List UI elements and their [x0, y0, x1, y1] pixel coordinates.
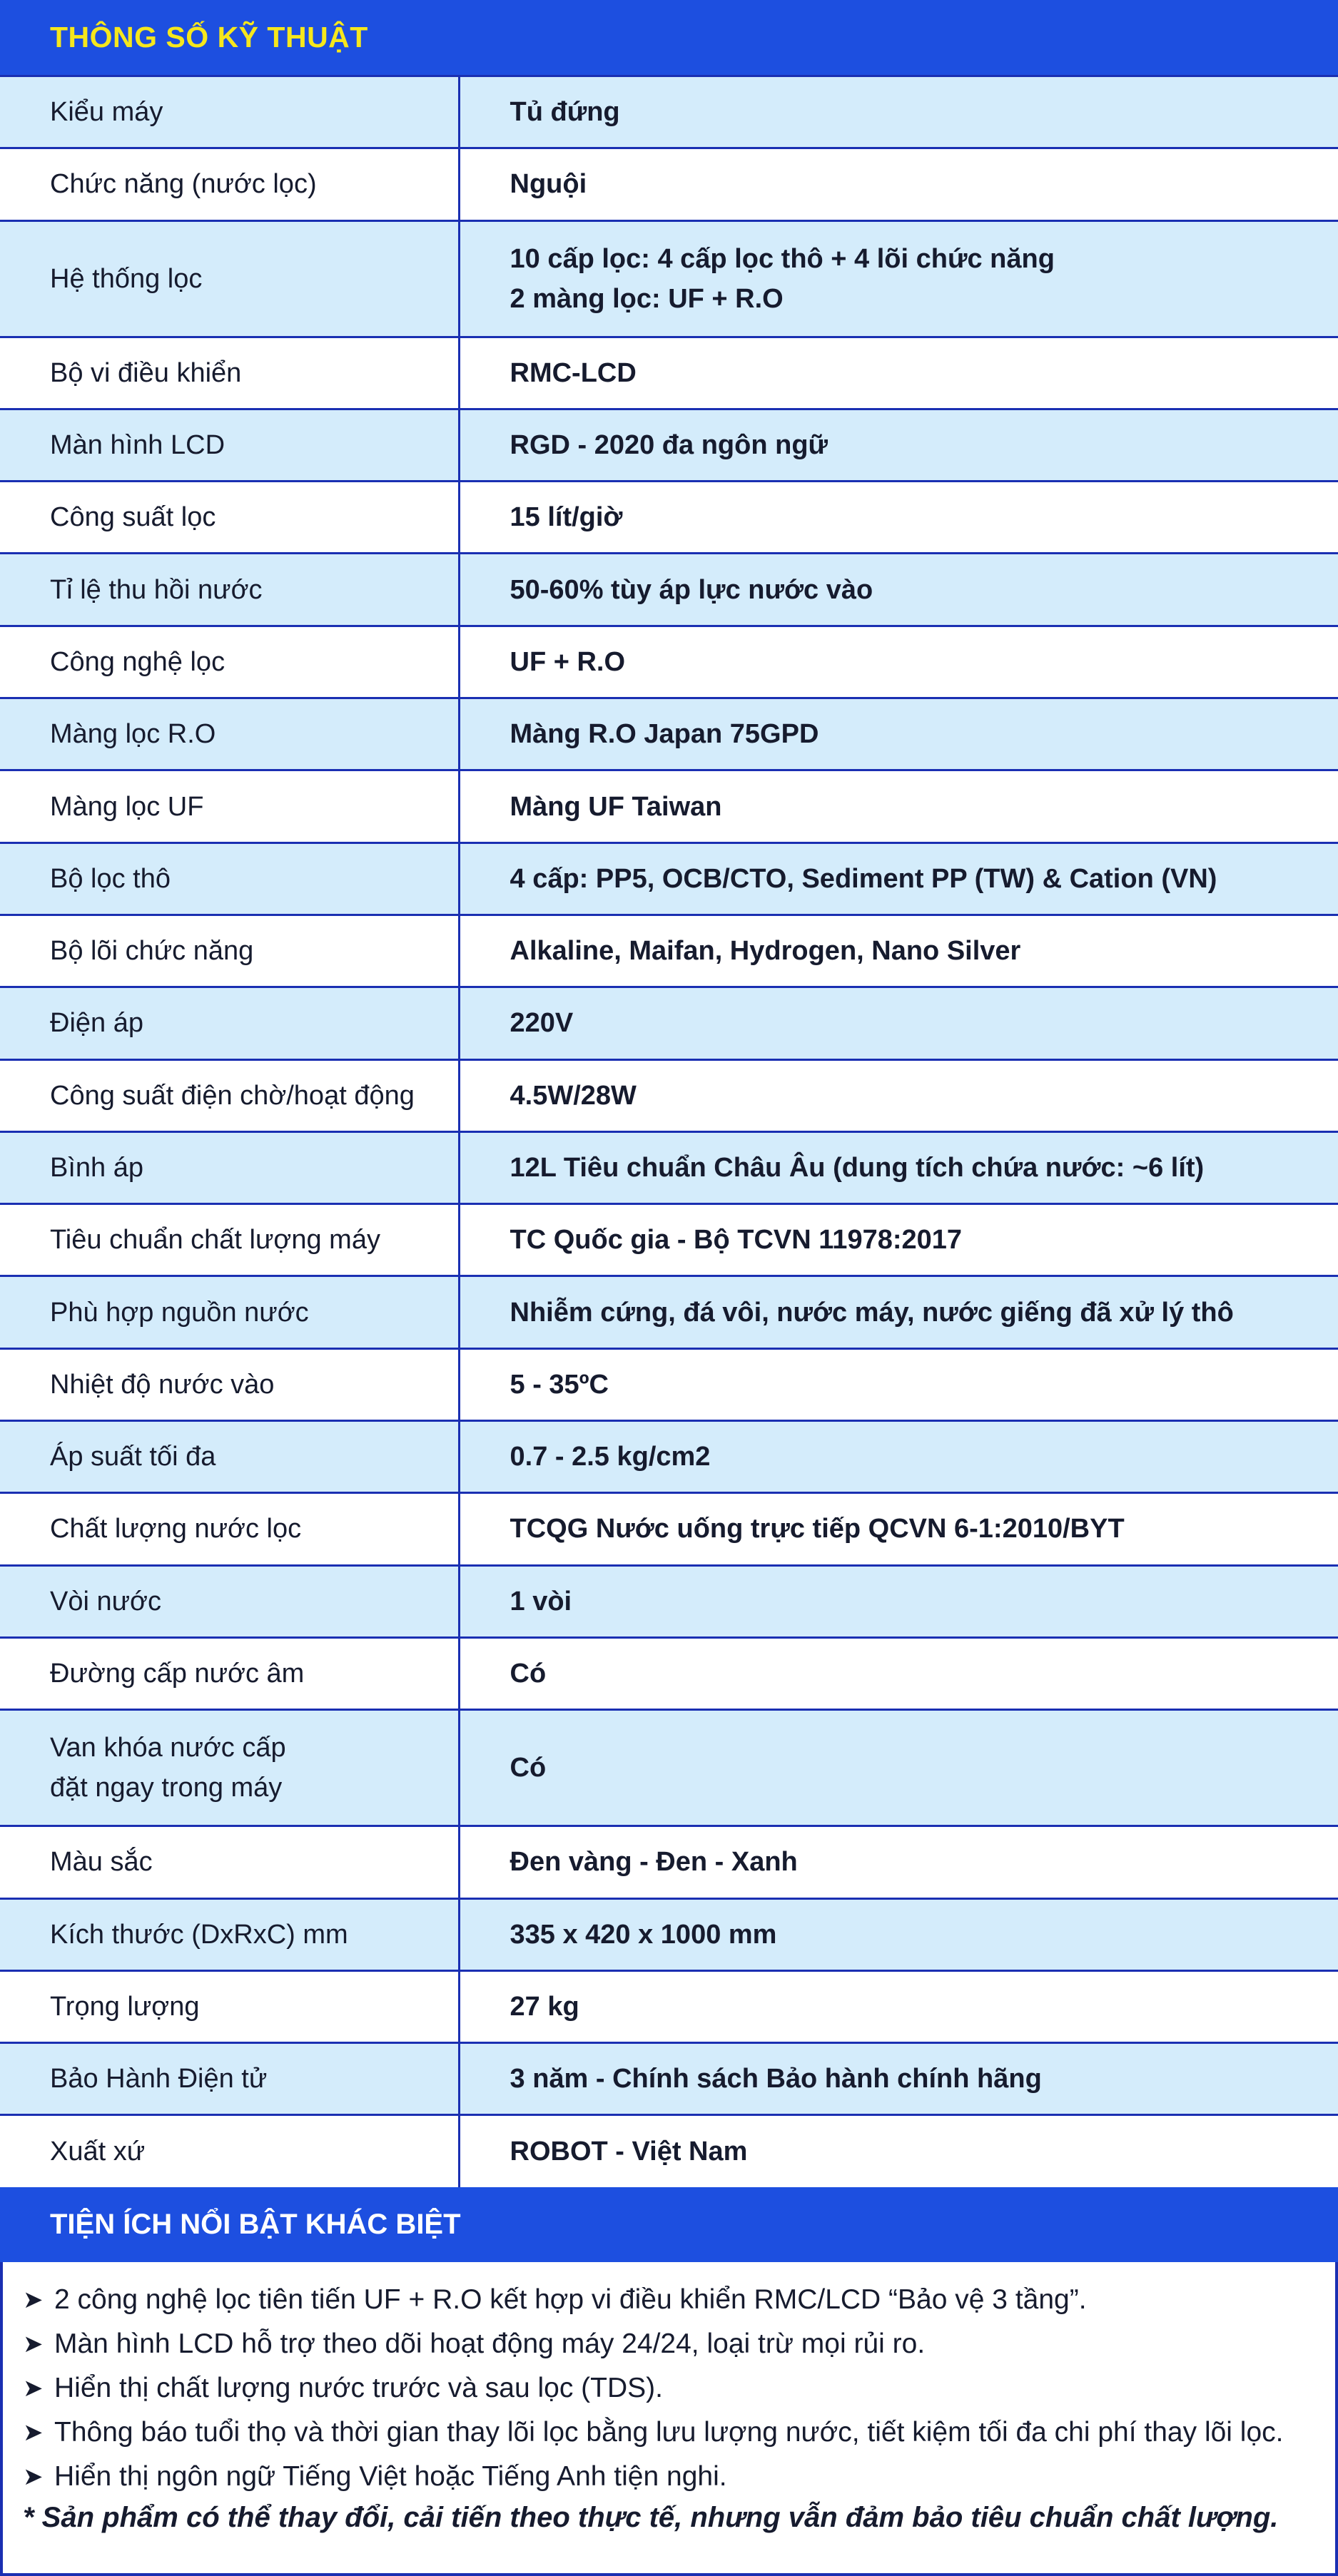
spec-value-cell — [459, 76, 1338, 148]
feature-item — [23, 2322, 1315, 2366]
spec-value: Có — [510, 1654, 1338, 1694]
spec-value-cell — [459, 626, 1338, 698]
feature-text: Thông báo tuổi thọ và thời gian thay lõi lọc bằng lưu lượng nước, tiết kiệm tối đa chi phí thay lõi lọc. — [54, 2417, 1284, 2448]
spec-label-cell — [0, 554, 459, 626]
spec-value-cell — [459, 1276, 1338, 1348]
spec-value-cell — [459, 1898, 1338, 1970]
spec-row — [0, 148, 1338, 220]
spec-label: Kích thước (DxRxC) mm — [50, 1915, 458, 1955]
spec-label: Chức năng (nước lọc) — [50, 164, 458, 204]
spec-value: 335 x 420 x 1000 mm — [510, 1915, 1338, 1955]
spec-value-cell — [459, 987, 1338, 1059]
spec-value: 220V — [510, 1003, 1338, 1043]
arrow-right-icon: ➤ — [23, 2463, 47, 2491]
spec-label-cell — [0, 1710, 459, 1826]
spec-label: Áp suất tối đa — [50, 1437, 458, 1477]
spec-value: 2 màng lọc: UF + R.O — [510, 279, 1338, 319]
spec-value-cell — [459, 770, 1338, 842]
spec-label: Tiêu chuẩn chất lượng máy — [50, 1220, 458, 1260]
spec-label: Công nghệ lọc — [50, 642, 458, 682]
spec-value: 50-60% tùy áp lực nước vào — [510, 570, 1338, 610]
spec-label-cell — [0, 409, 459, 481]
spec-value-cell — [459, 1637, 1338, 1709]
spec-label: Van khóa nước cấp — [50, 1728, 458, 1768]
spec-label-cell — [0, 1565, 459, 1637]
feature-item — [23, 2366, 1315, 2410]
spec-label-cell — [0, 626, 459, 698]
spec-value-cell — [459, 842, 1338, 915]
spec-value-cell — [459, 2043, 1338, 2115]
spec-label: Màn hình LCD — [50, 425, 458, 465]
spec-value: Màng R.O Japan 75GPD — [510, 714, 1338, 754]
spec-value: Tủ đứng — [510, 92, 1338, 132]
spec-value: Đen vàng - Đen - Xanh — [510, 1842, 1338, 1882]
spec-label-cell — [0, 1826, 459, 1898]
spec-label-cell — [0, 842, 459, 915]
spec-label: Bộ vi điều khiển — [50, 353, 458, 393]
spec-label: Bình áp — [50, 1148, 458, 1188]
spec-label: Bảo Hành Điện tử — [50, 2059, 458, 2099]
spec-value: 5 - 35ºC — [510, 1365, 1338, 1405]
spec-value-cell — [459, 1710, 1338, 1826]
spec-label-cell — [0, 2115, 459, 2187]
spec-label: Chất lượng nước lọc — [50, 1509, 458, 1549]
spec-row — [0, 220, 1338, 337]
spec-label-cell — [0, 148, 459, 220]
spec-label: Điện áp — [50, 1003, 458, 1043]
spec-value: 4.5W/28W — [510, 1076, 1338, 1116]
spec-label-cell — [0, 915, 459, 987]
spec-row — [0, 1276, 1338, 1348]
spec-label-cell — [0, 1970, 459, 2042]
arrow-right-icon: ➤ — [23, 2286, 47, 2314]
spec-label-cell — [0, 1276, 459, 1348]
spec-row — [0, 1565, 1338, 1637]
feature-text: Màn hình LCD hỗ trợ theo dõi hoạt động máy 24/24, loại trừ mọi rủi ro. — [54, 2328, 925, 2360]
spec-value: 1 vòi — [510, 1582, 1338, 1622]
spec-row — [0, 337, 1338, 409]
spec-label-cell — [0, 698, 459, 770]
spec-value: RMC-LCD — [510, 353, 1338, 393]
features-title: TIỆN ÍCH NỔI BẬT KHÁC BIỆT — [50, 2209, 461, 2241]
spec-value-cell — [459, 554, 1338, 626]
spec-value-cell — [459, 220, 1338, 337]
spec-value: TCQG Nước uống trực tiếp QCVN 6-1:2010/BYT — [510, 1509, 1338, 1549]
spec-row — [0, 626, 1338, 698]
spec-row — [0, 1131, 1338, 1203]
spec-value: Alkaline, Maifan, Hydrogen, Nano Silver — [510, 931, 1338, 971]
arrow-right-icon: ➤ — [23, 2330, 47, 2358]
spec-label-cell — [0, 220, 459, 337]
spec-label: Bộ lõi chức năng — [50, 931, 458, 971]
spec-value: 0.7 - 2.5 kg/cm2 — [510, 1437, 1338, 1477]
spec-value: Có — [510, 1748, 1338, 1788]
feature-item — [23, 2455, 1315, 2499]
arrow-right-icon: ➤ — [23, 2374, 47, 2403]
spec-value-cell — [459, 337, 1338, 409]
spec-row — [0, 770, 1338, 842]
spec-label-cell — [0, 1131, 459, 1203]
spec-label: Màng lọc R.O — [50, 714, 458, 754]
spec-value-cell — [459, 1970, 1338, 2042]
spec-value: ROBOT - Việt Nam — [510, 2132, 1338, 2172]
spec-row — [0, 2043, 1338, 2115]
spec-value-cell — [459, 1826, 1338, 1898]
arrow-right-icon: ➤ — [23, 2418, 47, 2447]
spec-value-cell — [459, 409, 1338, 481]
spec-value-cell — [459, 698, 1338, 770]
spec-label-cell — [0, 1204, 459, 1276]
feature-text: 2 công nghệ lọc tiên tiến UF + R.O kết hợp vi điều khiển RMC/LCD “Bảo vệ 3 tầng”. — [54, 2284, 1087, 2316]
spec-row — [0, 409, 1338, 481]
spec-label: Kiểu máy — [50, 92, 458, 132]
spec-value: Màng UF Taiwan — [510, 787, 1338, 827]
spec-label-cell — [0, 1898, 459, 1970]
spec-label-cell — [0, 1348, 459, 1420]
feature-text: Hiển thị ngôn ngữ Tiếng Việt hoặc Tiếng Anh tiện nghi. — [54, 2461, 727, 2493]
spec-label: Bộ lọc thô — [50, 859, 458, 899]
spec-value-cell — [459, 1059, 1338, 1131]
spec-value: 10 cấp lọc: 4 cấp lọc thô + 4 lõi chức năng — [510, 239, 1338, 279]
spec-value-cell — [459, 2115, 1338, 2187]
spec-row — [0, 1898, 1338, 1970]
spec-label: đặt ngay trong máy — [50, 1768, 458, 1808]
spec-row — [0, 698, 1338, 770]
spec-label: Công suất điện chờ/hoạt động — [50, 1076, 458, 1116]
feature-item — [23, 2410, 1315, 2455]
feature-text: Hiển thị chất lượng nước trước và sau lọc (TDS). — [54, 2373, 663, 2404]
spec-row — [0, 1059, 1338, 1131]
spec-row — [0, 2115, 1338, 2187]
spec-row — [0, 1493, 1338, 1565]
spec-value: 15 lít/giờ — [510, 497, 1338, 537]
features-box — [0, 2262, 1338, 2576]
features-header — [0, 2187, 1338, 2262]
spec-label-cell — [0, 1059, 459, 1131]
spec-value: Nguội — [510, 164, 1338, 204]
spec-row — [0, 1826, 1338, 1898]
spec-value-cell — [459, 1348, 1338, 1420]
specs-title: THÔNG SỐ KỸ THUẬT — [50, 21, 368, 54]
feature-list — [23, 2278, 1315, 2499]
spec-value-cell — [459, 1204, 1338, 1276]
spec-label-cell — [0, 482, 459, 554]
spec-value-cell — [459, 1493, 1338, 1565]
spec-label: Tỉ lệ thu hồi nước — [50, 570, 458, 610]
spec-value: 12L Tiêu chuẩn Châu Âu (dung tích chứa nước: ~6 lít) — [510, 1148, 1338, 1188]
spec-row — [0, 1970, 1338, 2042]
spec-table-body — [0, 76, 1338, 2188]
spec-label: Xuất xứ — [50, 2132, 458, 2172]
spec-label-cell — [0, 987, 459, 1059]
spec-row — [0, 76, 1338, 148]
spec-label: Màng lọc UF — [50, 787, 458, 827]
spec-label: Màu sắc — [50, 1842, 458, 1882]
spec-label: Nhiệt độ nước vào — [50, 1365, 458, 1405]
spec-label-cell — [0, 1637, 459, 1709]
spec-value-cell — [459, 148, 1338, 220]
feature-item — [23, 2278, 1315, 2322]
spec-table — [0, 75, 1338, 2187]
spec-value-cell — [459, 1131, 1338, 1203]
spec-label: Phù hợp nguồn nước — [50, 1293, 458, 1333]
spec-row — [0, 987, 1338, 1059]
spec-row — [0, 1421, 1338, 1493]
spec-row — [0, 915, 1338, 987]
spec-value: 27 kg — [510, 1987, 1338, 2027]
spec-value: 4 cấp: PP5, OCB/CTO, Sediment PP (TW) & Cation (VN) — [510, 859, 1338, 899]
spec-label: Hệ thống lọc — [50, 259, 458, 299]
spec-label-cell — [0, 1493, 459, 1565]
spec-label-cell — [0, 770, 459, 842]
spec-value: TC Quốc gia - Bộ TCVN 11978:2017 — [510, 1220, 1338, 1260]
spec-row — [0, 1204, 1338, 1276]
spec-row — [0, 554, 1338, 626]
spec-value: UF + R.O — [510, 642, 1338, 682]
specs-header — [0, 0, 1338, 75]
spec-label-cell — [0, 1421, 459, 1493]
spec-label-cell — [0, 76, 459, 148]
spec-value: Nhiễm cứng, đá vôi, nước máy, nước giếng đã xử lý thô — [510, 1293, 1338, 1333]
spec-row — [0, 1710, 1338, 1826]
spec-value: RGD - 2020 đa ngôn ngữ — [510, 425, 1338, 465]
spec-label: Công suất lọc — [50, 497, 458, 537]
spec-row — [0, 1637, 1338, 1709]
spec-value-cell — [459, 915, 1338, 987]
spec-label: Đường cấp nước âm — [50, 1654, 458, 1694]
spec-label-cell — [0, 337, 459, 409]
spec-value-cell — [459, 1421, 1338, 1493]
spec-value: 3 năm - Chính sách Bảo hành chính hãng — [510, 2059, 1338, 2099]
spec-label: Vòi nước — [50, 1582, 458, 1622]
spec-value-cell — [459, 482, 1338, 554]
spec-value-cell — [459, 1565, 1338, 1637]
spec-label: Trọng lượng — [50, 1987, 458, 2027]
spec-row — [0, 1348, 1338, 1420]
spec-row — [0, 482, 1338, 554]
spec-row — [0, 842, 1338, 915]
disclaimer-note: * Sản phẩm có thể thay đổi, cải tiến theo thực tế, nhưng vẫn đảm bảo tiêu chuẩn chất lượng. — [23, 2502, 1315, 2534]
spec-label-cell — [0, 2043, 459, 2115]
